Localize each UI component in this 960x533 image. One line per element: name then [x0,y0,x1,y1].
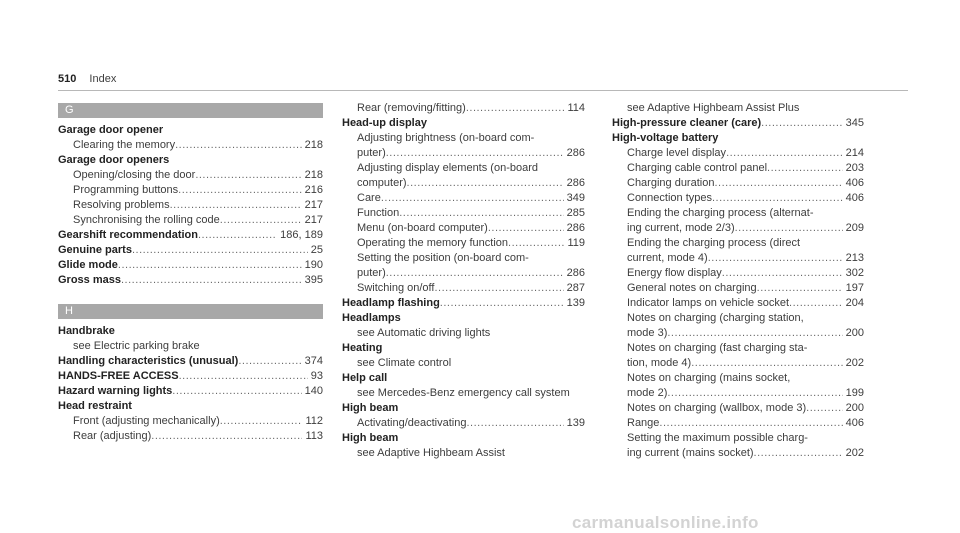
page-reference: 199 [845,387,864,399]
entry-text: Charge level display [627,147,727,159]
page-reference: 395 [304,274,323,286]
entry-text: Notes on charging (wallbox, mode 3) [627,402,807,414]
index-subentry[interactable] [612,281,864,296]
page-reference: 200 [845,402,864,414]
index-subentry[interactable] [612,191,864,206]
page-reference: 285 [566,207,585,219]
dot-leader [761,116,842,131]
page-reference: 214 [845,147,864,159]
index-subentry[interactable] [612,221,864,236]
dot-leader [440,296,564,311]
dot-leader [386,146,564,161]
page-reference: 25 [310,244,323,256]
page-reference: 139 [566,417,585,429]
index-keyword: High beam [342,402,399,414]
index-keyword-entry[interactable] [612,116,864,131]
entry-text: Gearshift recommendation [58,229,198,241]
page-reference: 209 [845,222,864,234]
index-subentry[interactable] [612,326,864,341]
entry-text: mode 2) [627,387,668,399]
dot-leader [220,414,303,429]
page-reference: 140 [304,385,323,397]
index-keyword-entry[interactable] [58,384,323,399]
index-subentry: Ending the charging process (alternat- [627,207,814,219]
entry-text: General notes on charging [627,282,757,294]
index-subentry[interactable] [612,416,864,431]
dot-leader [179,369,308,384]
entry-text: Synchronising the rolling code [73,214,220,226]
index-keyword: Handbrake [58,325,115,337]
index-keyword-entry[interactable] [58,354,323,369]
section-letter-band: H [58,304,323,319]
index-subentry: Notes on charging (charging station, [627,312,804,324]
index-subentry[interactable] [612,266,864,281]
dot-leader [195,168,301,183]
dot-leader [172,384,301,399]
index-subentry[interactable] [612,386,864,401]
dot-leader [399,206,563,221]
dot-leader [118,258,302,273]
header-rule [58,90,908,91]
page-reference: 186, 189 [280,229,323,241]
index-subentry[interactable] [58,168,323,183]
page-reference: 216 [304,184,323,196]
page-reference: 114 [567,102,585,114]
entry-text: puter) [357,147,386,159]
dot-leader [434,281,563,296]
page-reference: 113 [305,430,323,442]
entry-text: Genuine parts [58,244,132,256]
index-subentry[interactable] [612,251,864,266]
dot-leader [667,386,842,401]
entry-text: tion, mode 4) [627,357,692,369]
dot-leader [178,183,301,198]
index-subentry: see Electric parking brake [73,340,200,352]
index-keyword-entry[interactable] [58,228,323,243]
page-reference: 406 [845,192,864,204]
page-reference: 286 [566,222,585,234]
index-subentry: see Automatic driving lights [357,327,491,339]
entry-text: computer) [357,177,407,189]
page-reference: 217 [304,199,323,211]
index-subentry[interactable] [58,414,323,429]
dot-leader [714,176,842,191]
dot-leader [806,401,842,416]
page-reference: 286 [566,267,585,279]
index-keyword: Garage door openers [58,154,170,166]
dot-leader [508,236,564,251]
entry-text: Rear (adjusting) [73,430,152,442]
dot-leader [708,251,843,266]
page-reference: 93 [310,370,323,382]
index-subentry: Setting the position (on-board com- [357,252,529,264]
dot-leader [754,446,843,461]
index-keyword: High beam [342,432,399,444]
dot-leader [722,266,843,281]
page-reference: 112 [305,415,323,427]
dot-leader [789,296,843,311]
dot-leader [488,221,564,236]
entry-text: Charging cable control panel [627,162,768,174]
index-subentry[interactable] [58,138,323,153]
page-reference: 286 [566,177,585,189]
index-subentry: see Mercedes-Benz emergency call system [357,387,570,399]
index-subentry: Setting the maximum possible charg- [627,432,808,444]
index-keyword: Head-up display [342,117,427,129]
index-subentry[interactable] [58,213,323,228]
index-subentry[interactable] [612,446,864,461]
index-keyword: Garage door opener [58,124,164,136]
entry-text: Programming buttons [73,184,179,196]
index-subentry: see Adaptive Highbeam Assist [357,447,505,459]
dot-leader [466,101,565,116]
index-subentry[interactable] [612,401,864,416]
page-reference: 286 [566,147,585,159]
section-letter-band: G [58,103,323,118]
index-subentry[interactable] [342,281,585,296]
index-subentry: see Climate control [357,357,452,369]
entry-text: Front (adjusting mechanically) [73,415,220,427]
page-reference: 374 [304,355,323,367]
page-reference: 197 [845,282,864,294]
index-subentry[interactable] [342,266,585,281]
index-subentry: Adjusting brightness (on-board com- [357,132,535,144]
entry-text: Activating/deactivating [357,417,467,429]
index-subentry[interactable] [342,236,585,251]
dot-leader [757,281,843,296]
index-column-3 [612,101,864,461]
dot-leader [407,176,564,191]
index-subentry[interactable] [342,416,585,431]
entry-text: Function [357,207,400,219]
index-keyword-entry[interactable] [58,369,323,384]
entry-text: Hazard warning lights [58,385,173,397]
index-subentry: Ending the charging process (direct [627,237,801,249]
page-reference: 406 [845,177,864,189]
page-reference: 204 [845,297,864,309]
entry-text: Connection types [627,192,712,204]
dot-leader [712,191,843,206]
entry-text: Energy flow display [627,267,722,279]
page-reference: 203 [845,162,864,174]
page-reference: 218 [304,169,323,181]
index-subentry[interactable] [612,356,864,371]
index-keyword: High-voltage battery [612,132,719,144]
watermark: carmanualsonline.info [572,513,759,532]
page-reference: 139 [566,297,585,309]
dot-leader [198,228,277,243]
entry-text: Resolving problems [73,199,170,211]
entry-text: ing current (mains socket) [627,447,754,459]
dot-leader [381,191,564,206]
page-reference: 287 [566,282,585,294]
index-column-2 [342,101,585,461]
dot-leader [767,161,843,176]
index-subentry: Adjusting display elements (on-board [357,162,538,174]
page-header [58,73,116,85]
entry-text: Care [357,192,381,204]
entry-text: Operating the memory function [357,237,509,249]
page-reference: 218 [304,139,323,151]
page-reference: 202 [845,357,864,369]
index-subentry[interactable] [342,101,585,116]
entry-text: HANDS-FREE ACCESS [58,370,179,382]
dot-leader [121,273,302,288]
index-subentry[interactable] [58,183,323,198]
page-number: 510 [58,73,77,85]
entry-text: Clearing the memory [73,139,176,151]
page-reference: 190 [304,259,323,271]
index-subentry[interactable] [342,206,585,221]
dot-leader [659,416,842,431]
entry-text: Opening/closing the door [73,169,196,181]
dot-leader [151,429,302,444]
section-title: Index [89,73,117,85]
dot-leader [220,213,302,228]
index-keyword: Help call [342,372,388,384]
entry-text: puter) [357,267,386,279]
index-subentry[interactable] [58,198,323,213]
entry-text: Headlamp flashing [342,297,440,309]
index-subentry: Notes on charging (mains socket, [627,372,791,384]
index-subentry[interactable] [612,176,864,191]
index-keyword: Headlamps [342,312,401,324]
entry-text: current, mode 4) [627,252,708,264]
dot-leader [386,266,564,281]
dot-leader [667,326,842,341]
dot-leader [726,146,843,161]
entry-text: Menu (on-board computer) [357,222,488,234]
entry-text: Rear (removing/fitting) [357,102,466,114]
index-keyword-entry[interactable] [342,296,585,311]
index-keyword: Heating [342,342,383,354]
page-reference: 217 [304,214,323,226]
index-subentry[interactable] [342,146,585,161]
page-reference: 213 [845,252,864,264]
index-keyword-entry[interactable] [58,258,323,273]
entry-text: Handling characteristics (unusual) [58,355,239,367]
entry-text: Gross mass [58,274,121,286]
entry-text: ing current, mode 2/3) [627,222,735,234]
index-subentry: Notes on charging (fast charging sta- [627,342,808,354]
dot-leader [691,356,842,371]
page-reference: 202 [845,447,864,459]
index-keyword-entry[interactable] [58,243,323,258]
dot-leader [466,416,563,431]
page-reference: 349 [566,192,585,204]
index-subentry[interactable] [612,296,864,311]
entry-text: Glide mode [58,259,118,271]
page-reference: 200 [845,327,864,339]
index-subentry[interactable] [342,191,585,206]
index-column-1 [58,103,323,444]
entry-text: Range [627,417,660,429]
index-subentry: see Adaptive Highbeam Assist Plus [627,102,800,114]
entry-text: Switching on/off [357,282,435,294]
dot-leader [735,221,843,236]
dot-leader [238,354,301,369]
page-reference: 345 [845,117,864,129]
index-subentry[interactable] [612,161,864,176]
entry-text: mode 3) [627,327,668,339]
entry-text: Charging duration [627,177,715,189]
index-subentry[interactable] [58,429,323,444]
dot-leader [175,138,302,153]
index-keyword: Head restraint [58,400,132,412]
index-keyword-entry[interactable] [58,273,323,288]
dot-leader [132,243,308,258]
entry-text: High-pressure cleaner (care) [612,117,762,129]
index-subentry[interactable] [612,146,864,161]
index-subentry[interactable] [342,176,585,191]
index-subentry[interactable] [342,221,585,236]
entry-text: Indicator lamps on vehicle socket [627,297,790,309]
dot-leader [170,198,302,213]
page-reference: 406 [845,417,864,429]
page-reference: 302 [845,267,864,279]
page-reference: 119 [567,237,585,249]
